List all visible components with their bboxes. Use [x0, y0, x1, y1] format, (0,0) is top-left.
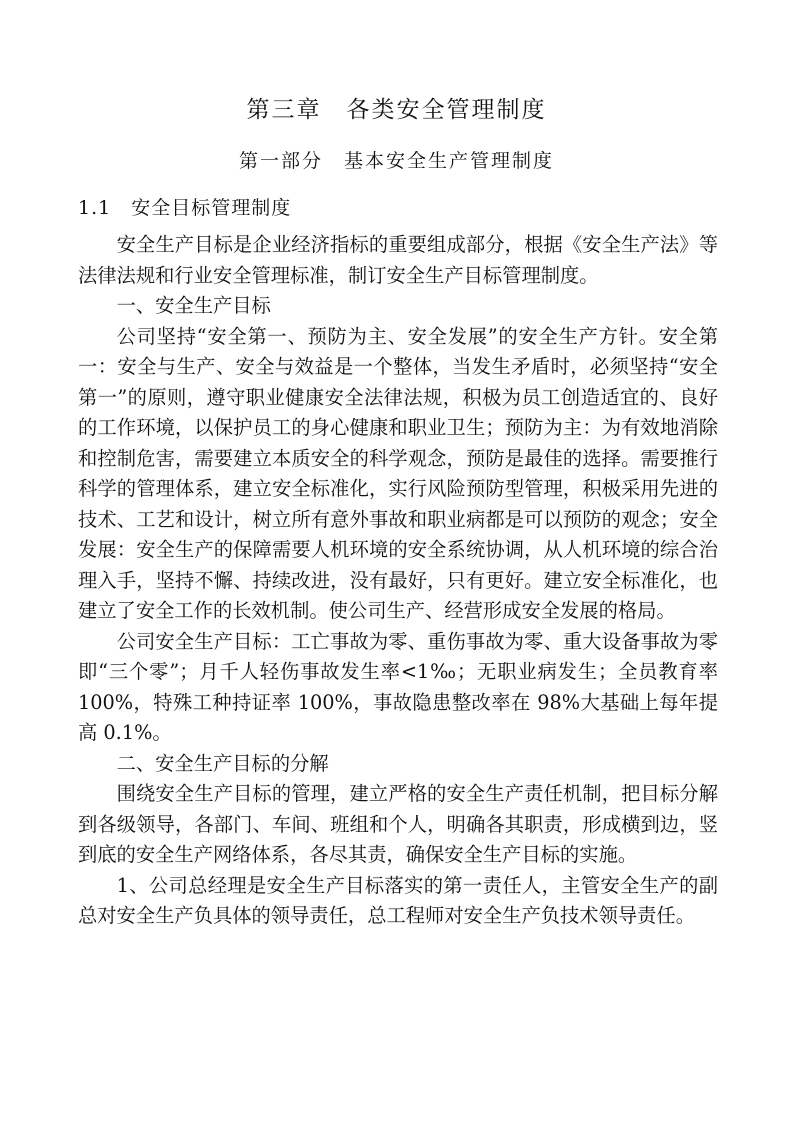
paragraph-goal-decomposition: 围绕安全生产目标的管理，建立严格的安全生产责任机制，把目标分解到各级领导，各部门、车间、班组和个人，明确各其职责，形成横到边，竖到底的安全生产网络体系，各尽其责，确保安全生产目标的实施。: [78, 782, 718, 866]
part-title: 第一部分 基本安全生产管理制度: [238, 150, 554, 172]
subheading-safety-goals: 一、安全生产目标: [116, 294, 271, 317]
paragraph-safety-targets: 公司安全生产目标：工亡事故为零、重伤事故为零、重大设备事故为零即“三个零”；月千人轻伤事故发生率<1‰；无职业病发生；全员教育率 100%，特殊工种持证率 100%，事故隐患整改率在 98%大基础上每年提高 0.1%。: [78, 629, 718, 744]
subheading-goal-decomposition: 二、安全生产目标的分解: [116, 751, 329, 775]
paragraph-safety-policy: 公司坚持“安全第一、预防为主、安全发展”的安全生产方针。安全第一：安全与生产、安全与效益是一个整体，当发生矛盾时，必须坚持“安全第一”的原则，遵守职业健康安全法律法规，积极为员工创造适宜的、良好的工作环境，以保护员工的身心健康和职业卫生；预防为主：为有效地消除和控制危害，需要建立本质安全的科学观念，预防是最佳的选择。需要推行科学的管理体系，建立安全标准化，实行风险预防型管理，积极采用先进的技术、工艺和设计，树立所有意外事故和职业病都是可以预防的观念；安全发展：安全生产的保障需要人机环境的安全系统协调，从人机环境的综合治理入手，坚持不懈、持续改进，没有最好，只有更好。建立安全标准化，也建立了安全工作的长效机制。使公司生产、经营形成安全发展的格局。: [78, 324, 718, 622]
chapter-title: 第三章 各类安全管理制度: [246, 97, 547, 123]
section-heading: 1.1 安全目标管理制度: [78, 197, 292, 219]
paragraph-general-manager: 1、公司总经理是安全生产目标落实的第一责任人，主管安全生产的副总对安全生产负具体的领导责任，总工程师对安全生产负技术领导责任。: [78, 873, 718, 927]
body-text: [78, 230, 718, 932]
paragraph-intro: 安全生产目标是企业经济指标的重要组成部分，根据《安全生产法》等法律法规和行业安全管理标准，制订安全生产目标管理制度。: [78, 233, 718, 287]
